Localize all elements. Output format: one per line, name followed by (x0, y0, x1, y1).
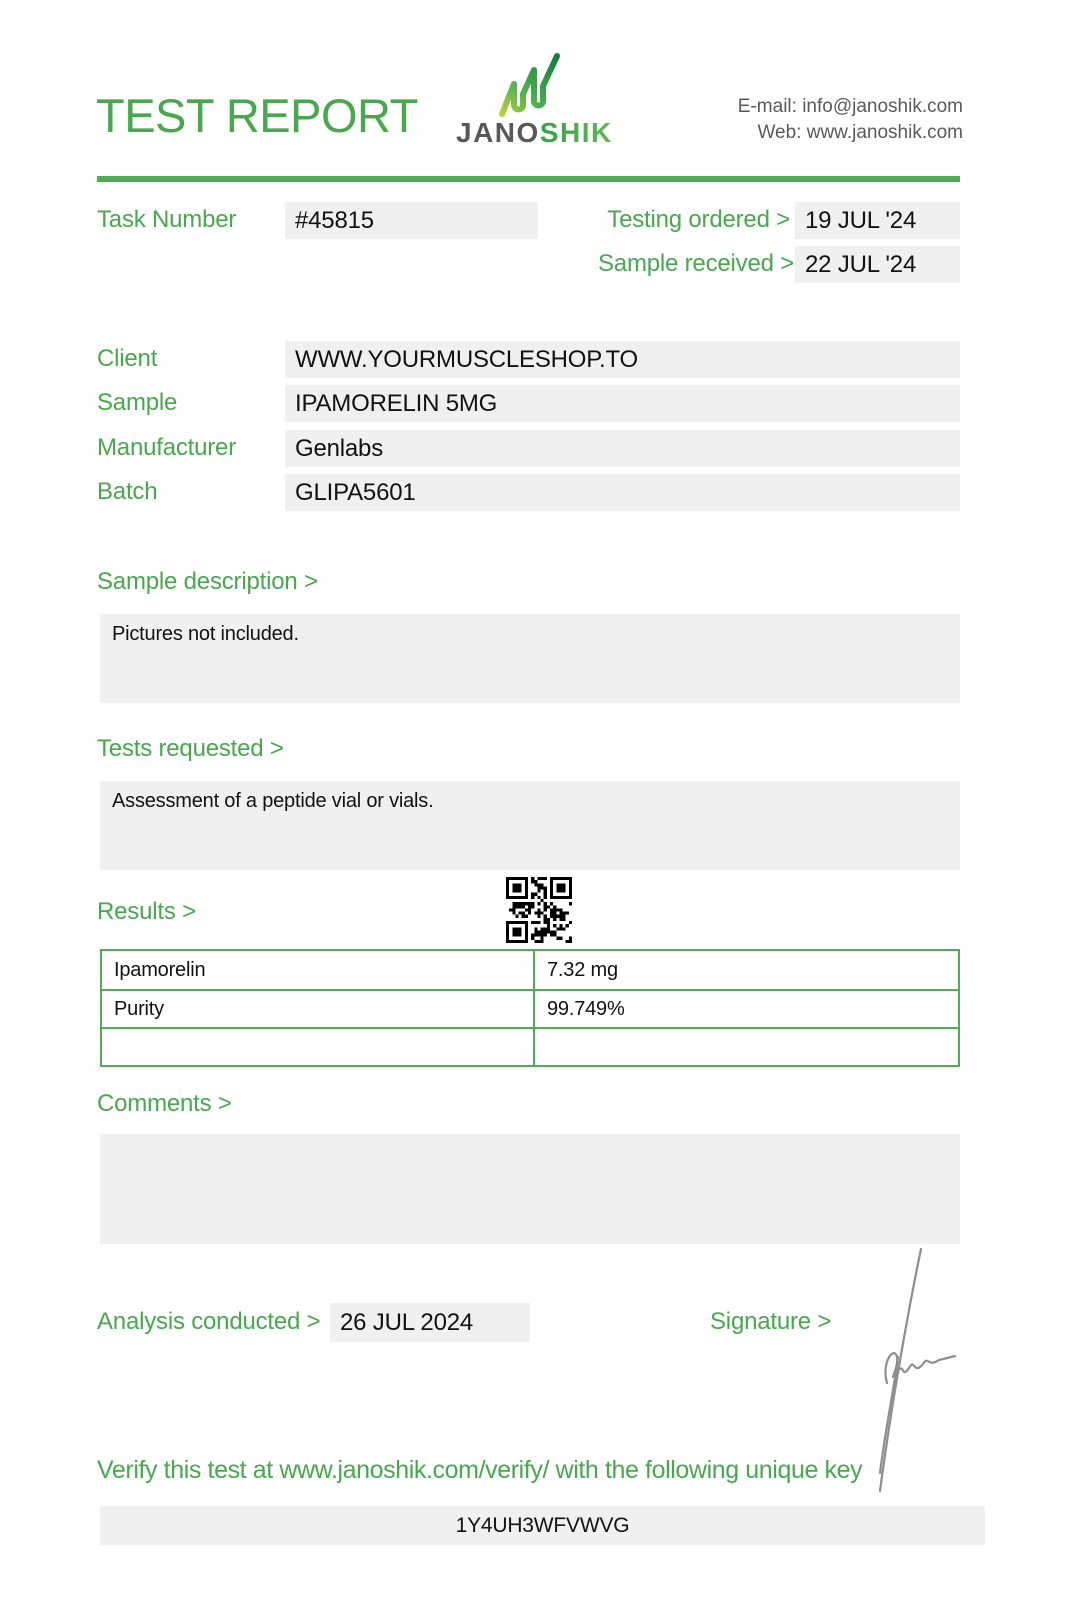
comments-text (100, 1134, 960, 1244)
testing-ordered-label: Testing ordered > (607, 206, 790, 233)
results-table (100, 949, 960, 1067)
table-row (102, 989, 958, 1027)
manufacturer-value: Genlabs (285, 430, 960, 467)
result-analyte (102, 1029, 535, 1065)
qr-code (506, 876, 572, 944)
logo-text-shik: SHIK (539, 117, 613, 148)
analysis-conducted-label: Analysis conducted > (97, 1308, 321, 1335)
client-value: WWW.YOURMUSCLESHOP.TO (285, 341, 960, 378)
page-title: TEST REPORT (96, 89, 418, 142)
result-value (535, 1029, 958, 1065)
tests-requested-text: Assessment of a peptide vial or vials. (100, 781, 960, 870)
result-analyte: Purity (102, 991, 535, 1027)
sample-label: Sample (97, 389, 178, 416)
contact-info (738, 94, 963, 146)
analysis-conducted-value: 26 JUL 2024 (330, 1303, 530, 1342)
batch-value: GLIPA5601 (285, 474, 960, 511)
growth-chart-icon (502, 56, 557, 114)
tests-requested-heading: Tests requested > (97, 735, 284, 762)
task-number-value: #45815 (285, 202, 538, 239)
client-label: Client (97, 345, 158, 372)
testing-ordered-value: 19 JUL '24 (795, 202, 960, 239)
logo-wordmark (456, 117, 613, 148)
header-divider (97, 176, 960, 182)
table-row (102, 1027, 958, 1065)
sample-received-value: 22 JUL '24 (795, 246, 960, 283)
comments-heading: Comments > (97, 1090, 232, 1117)
task-number-label: Task Number (97, 206, 237, 233)
unique-key-value: 1Y4UH3WFVWVG (100, 1506, 985, 1545)
sample-description-text: Pictures not included. (100, 614, 960, 703)
table-row (102, 951, 958, 989)
sample-description-heading: Sample description > (97, 568, 318, 595)
sample-value: IPAMORELIN 5MG (285, 385, 960, 422)
batch-label: Batch (97, 478, 158, 505)
sample-received-label: Sample received > (598, 250, 795, 277)
janoshik-logo (448, 48, 616, 150)
contact-web: Web: www.janoshik.com (757, 122, 963, 143)
results-heading: Results > (97, 898, 196, 925)
manufacturer-label: Manufacturer (97, 434, 236, 461)
logo-text-jano: JANO (456, 117, 540, 148)
contact-email: E-mail: info@janoshik.com (737, 96, 963, 117)
result-value: 7.32 mg (547, 958, 618, 981)
verify-instruction: Verify this test at www.janoshik.com/verify/ with the following unique key (97, 1456, 863, 1484)
signature-label: Signature > (710, 1308, 832, 1335)
result-value: 99.749% (547, 997, 625, 1020)
result-analyte: Ipamorelin (102, 951, 535, 989)
